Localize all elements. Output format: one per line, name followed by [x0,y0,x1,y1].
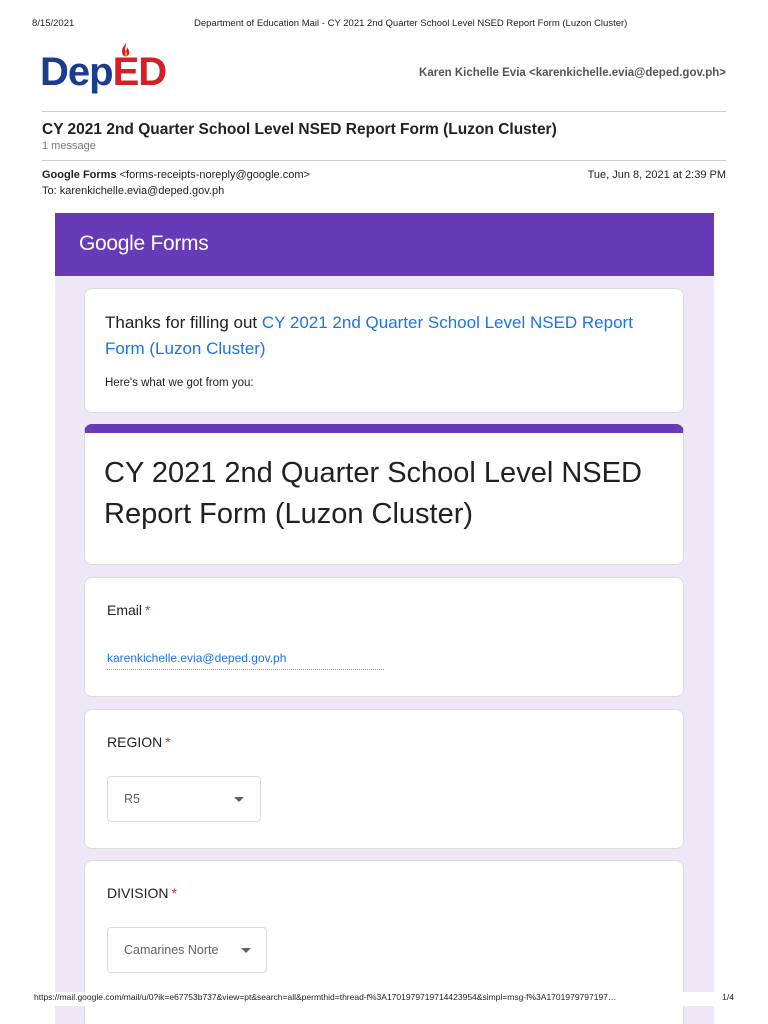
page-number: 1/4 [722,992,734,1002]
divider [42,160,726,161]
deped-logo [40,44,180,94]
question-region [84,709,684,849]
message-count: 1 message [42,140,96,152]
region-select[interactable] [107,776,261,822]
google-forms-brand: Google Forms [79,232,209,255]
question-label-text: REGION [107,734,163,750]
question-label-text: Email [107,602,143,618]
responses-intro: Here's what we got from you: [105,377,254,389]
divider [42,111,726,112]
question-label [107,602,150,618]
sent-date: Tue, Jun 8, 2021 at 2:39 PM [587,169,726,181]
question-label [107,734,171,750]
thanks-message [105,310,665,362]
dropdown-caret-icon [241,948,251,953]
print-date: 8/15/2021 [32,18,75,29]
email-subject: CY 2021 2nd Quarter School Level NSED Report Form (Luzon Cluster) [42,121,557,138]
required-marker: * [165,734,171,750]
sender-line [42,169,310,181]
form-link[interactable]: CY 2021 2nd Quarter School Level NSED Report Form (Luzon Cluster) [105,313,633,358]
page-url: https://mail.google.com/mail/u/0?ik=e67753b737&view=pt&search=all&permthid=thread-f%3A1701979719714423954&simpl=msg-f%3A1701979797197… [34,992,617,1002]
print-header [32,18,736,32]
required-marker: * [145,602,151,618]
dropdown-caret-icon [234,797,244,802]
question-label-text: DIVISION [107,885,169,901]
email-answer[interactable]: karenkichelle.evia@deped.gov.ph [107,651,384,670]
form-title: CY 2021 2nd Quarter School Level NSED Report Form (Luzon Cluster) [104,457,642,530]
sender-address: <forms-receipts-noreply@google.com> [119,169,310,181]
sender-name: Google Forms [42,169,117,181]
region-value: R5 [124,792,140,806]
google-forms-receipt [55,213,714,1024]
question-label [107,885,177,901]
required-marker: * [171,885,177,901]
account-identity: Karen Kichelle Evia <karenkichelle.evia@deped.gov.ph> [419,67,726,79]
question-email [84,577,684,697]
print-footer [34,992,734,1006]
thanks-prefix: Thanks for filling out [105,313,262,332]
thanks-card [84,288,684,413]
print-title: Department of Education Mail - CY 2021 2nd Quarter School Level NSED Report Form (Luzon Cluster) [194,18,628,29]
logo-wordmark: DepED [40,50,167,94]
division-value: Camarines Norte [124,943,219,957]
form-title-card [84,424,684,565]
recipient-line: To: karenkichelle.evia@deped.gov.ph [42,185,225,197]
forms-banner [55,213,714,276]
division-select[interactable] [107,927,267,973]
